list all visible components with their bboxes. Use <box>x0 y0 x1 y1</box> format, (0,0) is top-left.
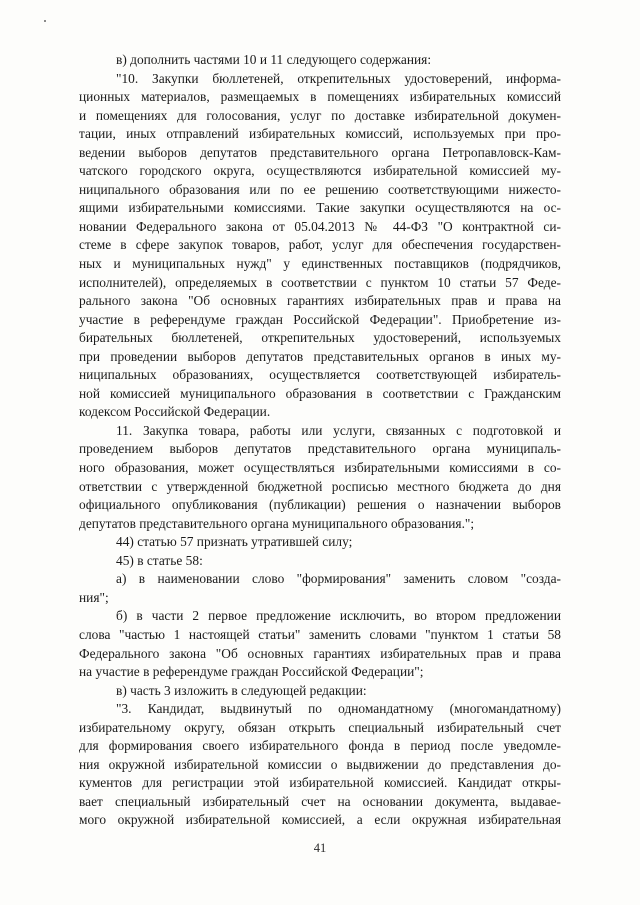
text-line: проведением выборов депутатов представительного органа муниципаль- <box>79 441 561 457</box>
text-line: избирательному округу, обязан открыть специальный избирательный счет <box>79 719 561 735</box>
text-line: ного образования, может осуществляться избирательными комиссиями в со- <box>79 460 561 476</box>
text-line: слова "частью 1 настоящей статьи" заменить словами "пунктом 1 статьи 58 <box>79 626 561 642</box>
text-line: и помещениях для голосования, услуг по доставке избирательной докумен- <box>79 107 561 123</box>
text-line: ционных материалов, размещаемых в помещениях избирательных комиссий <box>79 89 561 105</box>
text-line: 44) статью 57 признать утратившей силу; <box>116 534 353 550</box>
text-line: депутатов представительного органа муниципального образования."; <box>79 515 475 531</box>
text-line: в) часть 3 изложить в следующей редакции: <box>116 682 367 698</box>
text-line: исполнителей), определяемых в соответствии с пунктом 10 статьи 57 Феде- <box>79 274 561 290</box>
text-line: а) в наименовании слово "формирования" заменить словом "созда- <box>116 571 561 587</box>
text-line: официального опубликования (публикации) решения о назначении выборов <box>79 497 561 513</box>
text-line: ниципального образования или по ее решению соответствующими нижесто- <box>79 181 561 197</box>
text-line: ниципальных образованиях, осуществляется соответствующей избиратель- <box>79 367 561 383</box>
text-line: при проведении выборов депутатов представительных органов в иных му- <box>79 348 561 364</box>
text-line: ящими избирательными комиссиями. Такие закупки осуществляются на ос- <box>79 200 561 216</box>
text-line: участие в референдуме граждан Российской Федерации". Приобретение из- <box>79 311 561 327</box>
text-line: Федерального закона "Об основных гарантиях избирательных прав и права <box>79 645 561 661</box>
text-line: в) дополнить частями 10 и 11 следующего содержания: <box>116 52 432 67</box>
text-line: ных и муниципальных нужд" у единственных поставщиков (подрядчиков, <box>79 256 561 272</box>
text-line: ведении выборов депутатов представительного органа Петропавловск-Кам- <box>79 144 561 160</box>
text-line: на участие в референдуме граждан Российской Федерации"; <box>79 664 424 680</box>
scan-mark <box>44 20 46 22</box>
text-line: рального закона "Об основных гарантиях избирательных прав и права на <box>79 293 561 309</box>
text-line: бирательных бюллетеней, открепительных удостоверений, используемых <box>79 330 561 346</box>
text-line: ответствии с утвержденной бюджетной росписью местного бюджета до дня <box>79 478 561 494</box>
text-line: ной комиссией муниципального образования в соответствии с Гражданским <box>79 385 561 401</box>
text-line: вает специальный избирательный счет на основании документа, выдавае- <box>79 793 561 809</box>
text-line: чатского городского округа, осуществляются избирательной комиссией му- <box>79 163 561 179</box>
page-number: 41 <box>313 841 327 855</box>
text-line: "3. Кандидат, выдвинутый по одномандатному (многомандатному) <box>116 701 561 717</box>
text-line: для формирования своего избирательного фонда в период после уведомле- <box>79 738 561 754</box>
document-body <box>79 51 561 830</box>
text-line: стеме в сфере закупок товаров, работ, услуг для обеспечения государствен- <box>79 237 561 253</box>
text-line: тации, иных отправлений избирательных комиссий, используемых при про- <box>79 126 561 142</box>
text-line: кументов для регистрации этой избирательной комиссией. Кандидат откры- <box>79 775 561 791</box>
text-line: кодексом Российской Федерации. <box>79 404 271 420</box>
text-line: мого окружной избирательной комиссией, а если окружная избирательная <box>79 812 561 828</box>
text-line: "10. Закупки бюллетеней, открепительных удостоверений, информа- <box>116 70 561 86</box>
text-line: новании Федерального закона от 05.04.2013 № 44-ФЗ "О контрактной си- <box>79 218 561 234</box>
text-line: 11. Закупка товара, работы или услуги, связанных с подготовкой и <box>116 422 561 438</box>
text-line: ния окружной избирательной комиссии о выдвижении до представления до- <box>79 756 561 772</box>
text-line: 45) в статье 58: <box>116 552 203 568</box>
text-line: б) в части 2 первое предложение исключить, во втором предложении <box>116 608 561 624</box>
text-line: ния"; <box>79 589 109 605</box>
